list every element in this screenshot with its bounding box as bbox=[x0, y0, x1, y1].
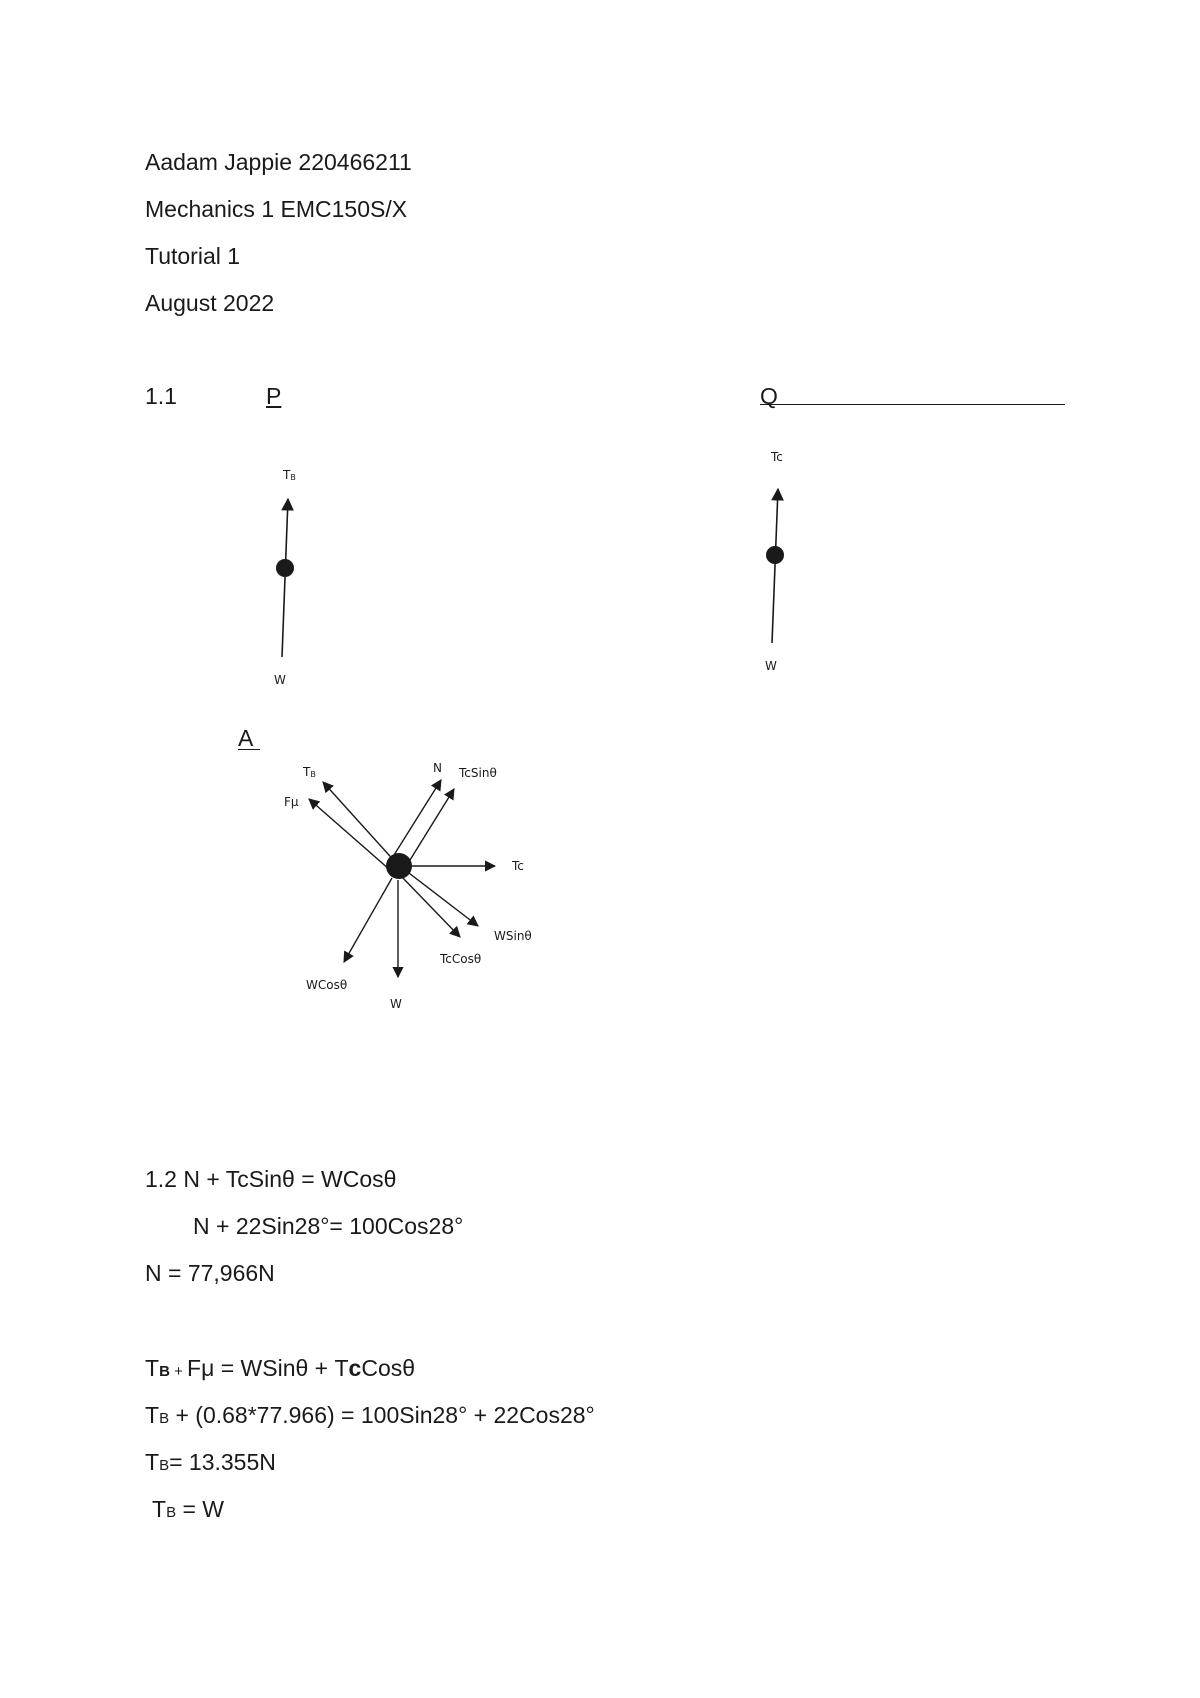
p-label-w: W bbox=[274, 673, 286, 687]
a-fmu-arrow bbox=[309, 799, 390, 870]
a-n-arrow bbox=[394, 780, 441, 855]
a-tcsin-arrow bbox=[410, 789, 454, 860]
a-label-fmu: Fμ bbox=[284, 795, 299, 809]
course-line: Mechanics 1 EMC150S/X bbox=[145, 196, 408, 222]
a-label-tccos: TcCosθ bbox=[440, 952, 482, 966]
a-label-wsin: WSinθ bbox=[494, 929, 532, 943]
p-tension-arrow bbox=[282, 499, 288, 657]
eq-1-2-line-5: TB + (0.68*77.966) = 100Sin28° + 22Cos28° bbox=[145, 1402, 595, 1428]
a-label-tcsin: TcSinθ bbox=[459, 766, 497, 780]
author-line: Aadam Jappie 220466211 bbox=[145, 149, 412, 175]
diagram-a bbox=[284, 761, 532, 1011]
a-tb-arrow bbox=[323, 782, 398, 865]
p-label-tb: TB bbox=[283, 468, 296, 482]
eq-1-2-line-4: TB + Fμ = WSinθ + TcCosθ bbox=[145, 1355, 416, 1381]
label-p: P bbox=[266, 383, 282, 409]
a-wcos-arrow bbox=[344, 878, 392, 962]
eq-1-2-line-7: TB = W bbox=[152, 1496, 224, 1522]
eq-1-2-line-2: N + 22Sin28°= 100Cos28° bbox=[193, 1213, 464, 1239]
a-label-wcos: WCosθ bbox=[306, 978, 348, 992]
diagram-p bbox=[274, 468, 296, 687]
a-label-n: N bbox=[433, 761, 442, 775]
label-q: Q bbox=[760, 383, 778, 409]
label-a: A bbox=[238, 725, 254, 751]
a-label-tc: Tc bbox=[512, 859, 524, 873]
date-line: August 2022 bbox=[145, 290, 275, 316]
q-particle bbox=[766, 546, 784, 564]
q-label-w: W bbox=[765, 659, 777, 673]
eq-1-2-line-3: N = 77,966N bbox=[145, 1260, 275, 1286]
q-label-tc: Tc bbox=[771, 450, 783, 464]
eq-1-2-line-1: 1.2 N + TcSinθ = WCosθ bbox=[145, 1166, 397, 1192]
q-tension-arrow bbox=[772, 489, 778, 643]
p-particle bbox=[276, 559, 294, 577]
a-particle bbox=[386, 853, 412, 879]
a-label-w: W bbox=[390, 997, 402, 1011]
diagram-q bbox=[765, 450, 784, 673]
question-number-1-1: 1.1 bbox=[145, 383, 177, 409]
eq-1-2-line-6: TB= 13.355N bbox=[145, 1449, 276, 1475]
a-label-tb: TB bbox=[303, 765, 316, 779]
tutorial-line: Tutorial 1 bbox=[145, 243, 241, 269]
